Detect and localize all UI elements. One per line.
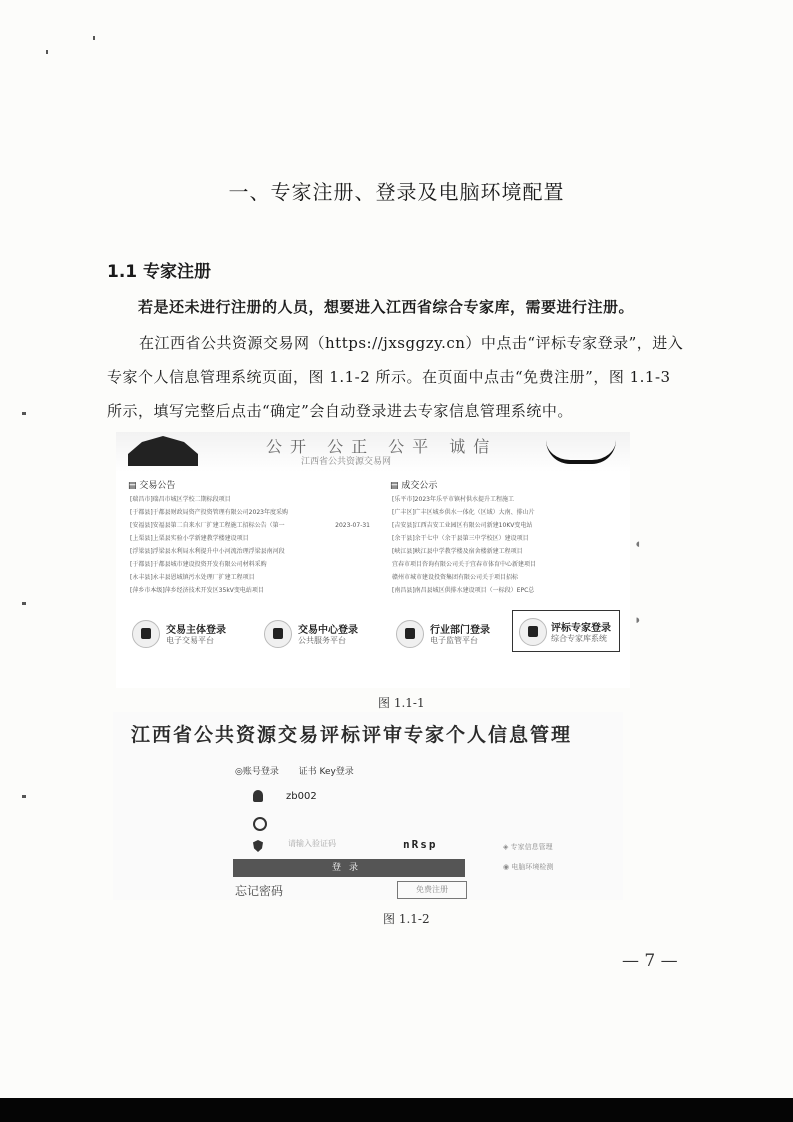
tab-account-login[interactable]: ◎账号登录 [235,767,279,777]
env-check-link[interactable]: ◉ 电脑环境检测 [503,863,554,871]
list-item[interactable]: [吉安县]江西吉安工业园区有限公司新建10KV变电站 [392,522,533,529]
scan-speck [93,36,95,40]
industry-dept-login-button[interactable]: 行业部门登录 电子监管平台 [396,620,506,648]
list-item[interactable]: [永丰县]永丰县恩城镇污水处理厂扩建工程项目 [130,574,255,581]
scan-speck [22,795,26,798]
scan-speck [22,412,26,415]
item-date: 2023-07-31 [335,522,370,529]
user-icon [253,790,263,802]
figure-portal-screenshot [116,432,630,688]
shield-icon [253,840,263,852]
tab-trade-notices[interactable]: ▤ 交易公告 [128,481,176,491]
check-icon: ◉ [503,863,512,871]
section-number: 1.1 [107,262,138,282]
figure-2-caption: 图 1.1-2 [383,912,430,926]
captcha-input[interactable]: 请输入验证码 [288,839,336,848]
page-number: — 7 — [622,951,678,971]
list-item[interactable]: [于都县]于都县城市建设投资开发有限公司材料采购 [130,561,267,568]
list-item[interactable]: [瑞昌市]瑞昌市城区学校二期标段项目 [130,496,231,503]
list-item[interactable]: [峡江县]峡江县中学教学楼及宿舍楼新建工程项目 [392,548,523,555]
notice-icon: ▤ [390,481,402,491]
scan-bottom-edge [0,1098,793,1122]
list-item[interactable]: [萍乡市本级]萍乡经济技术开发区35kV变电站项目 [130,587,264,594]
list-item[interactable]: [上栗县]上栗县实验小学新建教学楼建设项目 [130,535,249,542]
scan-speck [46,50,48,54]
list-item[interactable]: [南昌县]南昌县城区供排水建设项目（一标段）EPC总 [392,587,535,594]
figure-1-caption: 图 1.1-1 [378,696,425,710]
trade-entity-login-button[interactable]: 交易主体登录 电子交易平台 [132,620,242,648]
paragraph-2-text: 在江西省公共资源交易网（https://jxsggzy.cn）中点击“评标专家登录”，进入专家个人信息管理系统页面，图 1.1-2 所示。在页面中点击“免费注册”，图 1.1-3 所示，填写完整后点击“确定”会自动登录进去专家信息管理系统中。 [107,334,684,420]
login-tabs [235,764,354,777]
list-item[interactable]: [安福县]安福县第二自来水厂扩建工程施工招标公告（第一 2023-07-31 [130,520,370,532]
list-item[interactable]: [广丰区]广丰区城乡供水一体化（区域）大南、排山片 [392,509,535,516]
scan-speck [22,602,26,605]
list-item[interactable]: 赣州市城市建设投资集团有限公司关于项目招标 [392,574,519,581]
list-item[interactable]: [于都县]于都县财政局资产投资管理有限公司2023年度采购 [130,509,288,516]
list-item[interactable]: 宜春市项目咨询有限公司关于宜春市体育中心新建项目 [392,561,537,568]
list-item[interactable]: [余干县]余干七中（余干县第三中学校区）建设项目 [392,535,529,542]
section-heading [107,257,211,282]
paragraph-2 [107,326,687,428]
expert-icon [519,618,547,646]
banner-site-name: 江西省公共资源交易网 [301,457,392,467]
trade-center-login-button[interactable]: 交易中心登录 公共服务平台 [264,620,374,648]
expert-info-link[interactable]: ◈ 专家信息管理 [503,843,553,851]
login-button[interactable]: 登录 [233,859,465,877]
banner-slogan: 公开 公正 公平 诚信 [266,437,498,456]
cropped-side-icon: ◖ [636,540,640,548]
key-icon [253,817,267,831]
document-icon [396,620,424,648]
calendar-icon [132,620,160,648]
expert-login-button[interactable]: 评标专家登录 综合专家库系统 [512,610,620,652]
figure-expert-login-screenshot [113,712,623,900]
username-field[interactable]: zb002 [286,791,317,802]
tab-key-login[interactable]: 证书 Key登录 [298,767,354,777]
notice-icon: ▤ [128,481,140,491]
register-button[interactable]: 免费注册 [397,881,467,899]
list-item[interactable]: [乐平市]2023年乐平市镇村供水提升工程施工 [392,496,514,503]
list-item[interactable]: [浮梁县]浮梁县水利局水利提升中小河流治理浮梁县南河段 [130,548,285,555]
tab-deal-announcements[interactable]: ▤ 成交公示 [390,481,438,491]
captcha-image[interactable]: nRsp [403,838,438,851]
paragraph-1: 若是还未进行注册的人员，想要进入江西省综合专家库，需要进行注册。 [138,298,635,316]
building-icon [264,620,292,648]
cropped-side-icon: ◗ [636,616,640,624]
system-title: 江西省公共资源交易评标评审专家个人信息管理 [131,724,573,746]
forgot-password-link[interactable]: 忘记密码 [235,884,284,898]
section-title: 专家注册 [143,262,212,282]
chapter-title: 一、专家注册、登录及电脑环境配置 [228,180,565,204]
hands-icon: ◈ [503,843,511,851]
